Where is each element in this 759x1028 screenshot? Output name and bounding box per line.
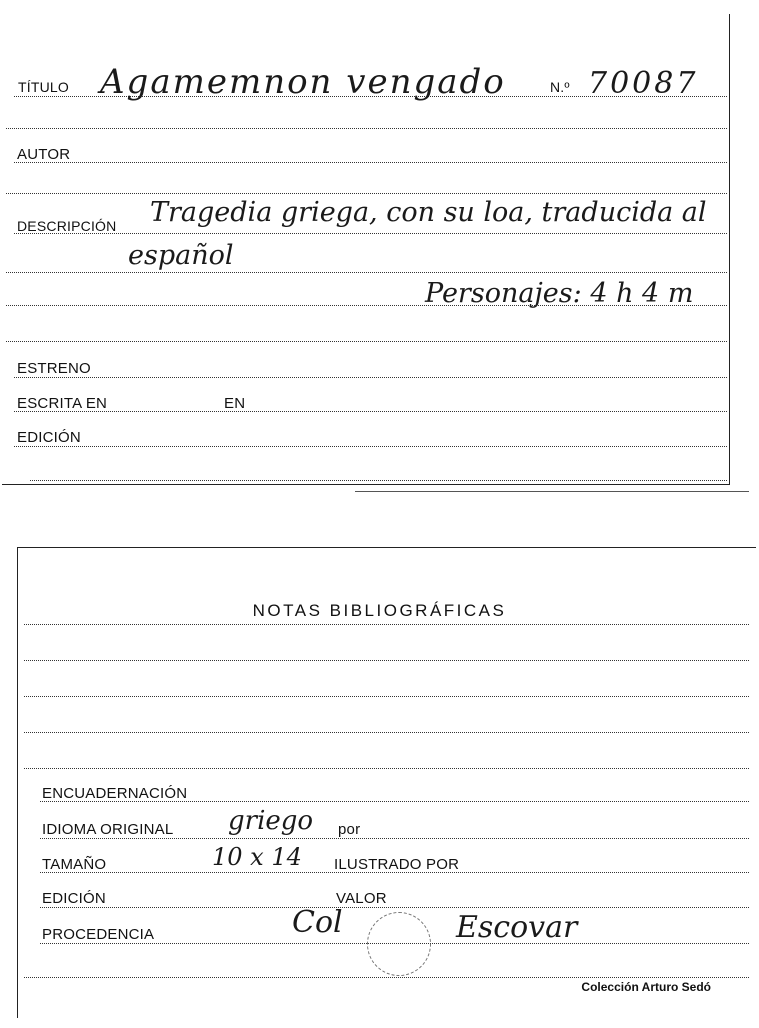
label-por: por [338, 821, 361, 838]
rule-idioma [40, 838, 749, 839]
value-procedencia-b: Escovar [456, 910, 578, 945]
rule-2 [6, 128, 727, 129]
label-valor: VALOR [336, 890, 387, 907]
rule-estreno [14, 377, 727, 378]
rule-edicion-b [40, 907, 749, 908]
offset-line [355, 491, 749, 492]
label-idioma-original: IDIOMA ORIGINAL [42, 821, 174, 838]
rule-b2 [24, 660, 749, 661]
rule-b5 [24, 768, 749, 769]
value-tamano: 10 x 14 [212, 843, 302, 871]
rule-8 [6, 341, 727, 342]
label-escrita-en: ESCRITA EN [17, 395, 108, 412]
rule-b3 [24, 696, 749, 697]
value-descripcion-line1: Tragedia griega, con su loa, traducida al [150, 197, 707, 228]
label-en: EN [224, 395, 246, 412]
heading-notas-bibliograficas: NOTAS BIBLIOGRÁFICAS [252, 601, 507, 620]
value-idioma-original: griego [228, 806, 314, 836]
rule-b11 [24, 977, 749, 978]
rule-edicion [14, 446, 727, 447]
label-autor: AUTOR [17, 146, 71, 163]
rule-b4 [24, 732, 749, 733]
label-numero: N.º [550, 79, 570, 95]
rule-6 [6, 272, 727, 273]
label-tamano: TAMAÑO [42, 856, 107, 873]
stamp-seal [367, 912, 431, 976]
rule-escrita [14, 411, 727, 412]
collection-credit: Colección Arturo Sedó [581, 980, 711, 994]
rule-b1 [24, 624, 749, 625]
value-descripcion-line3: Personajes: 4 h 4 m [425, 278, 694, 309]
label-edicion-top: EDICIÓN [17, 429, 81, 446]
label-edicion-bottom: EDICIÓN [42, 890, 106, 907]
label-estreno: ESTRENO [17, 360, 91, 377]
rule-descripcion [14, 233, 727, 234]
rule-12 [30, 480, 727, 481]
value-descripcion-line2: español [128, 240, 234, 271]
rule-4 [6, 193, 727, 194]
label-titulo: TÍTULO [18, 79, 69, 95]
label-encuadernacion: ENCUADERNACIÓN [42, 785, 188, 802]
label-descripcion: DESCRIPCIÓN [17, 218, 117, 234]
value-titulo: Agamemnon vengado [100, 62, 506, 102]
value-procedencia-a: Col [292, 905, 343, 940]
label-ilustrado-por: ILUSTRADO POR [334, 856, 460, 873]
rule-autor [14, 162, 727, 163]
label-procedencia: PROCEDENCIA [42, 926, 155, 943]
value-numero: 70087 [588, 66, 699, 101]
